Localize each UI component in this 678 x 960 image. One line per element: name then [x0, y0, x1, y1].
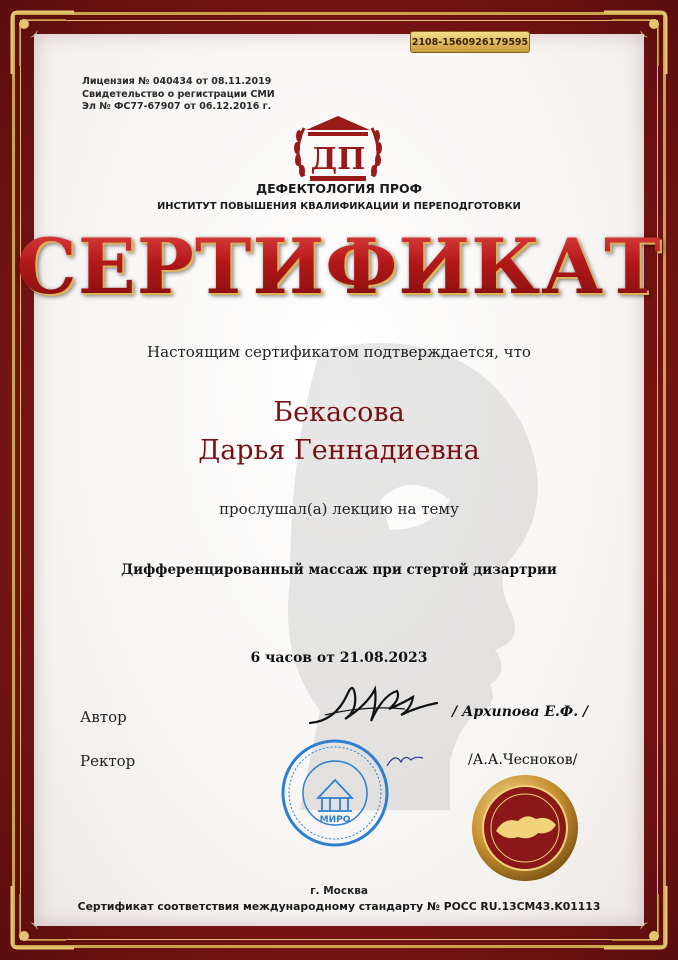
standard-certificate-footer: Сертификат соответствия международному стандарту № РОСС RU.13CM43.K01113 [77, 900, 601, 913]
registration-number-line: Эл № ФС77-67907 от 06.12.2016 г. [82, 101, 272, 112]
official-stamp-icon [280, 738, 390, 848]
rector-name: /А.А.Чесноков/ [468, 752, 578, 768]
lecture-topic: Дифференцированный массаж при стертой дизартрии [121, 562, 557, 578]
recipient-first-middle-name: Дарья Геннадиевна [198, 435, 480, 466]
organization-subtitle: ИНСТИТУТ ПОВЫШЕНИЯ КВАЛИФИКАЦИИ И ПЕРЕПОДГОТОВКИ [157, 201, 521, 212]
certificate-title: СЕРТИФИКАТ [0, 222, 678, 312]
registration-line: Свидетельство о регистрации СМИ [82, 88, 275, 100]
hours-and-date: 6 часов от 21.08.2023 [250, 650, 428, 666]
author-name: / Архипова Е.Ф. / [452, 704, 589, 720]
rector-signature-icon [385, 748, 425, 772]
serial-number-badge: 2108-1560926179595 [410, 31, 530, 53]
institute-logo-icon [290, 112, 386, 186]
confirmation-text: Настоящим сертификатом подтверждается, что [147, 343, 531, 361]
recipient-last-name: Бекасова [273, 397, 405, 428]
stamp-text: МИРО [319, 815, 351, 825]
license-info [82, 76, 322, 114]
city: г. Москва [310, 885, 368, 897]
rector-label: Ректор [80, 752, 136, 770]
license-line: Лицензия № 040434 от 08.11.2019 [82, 76, 272, 87]
lecture-text: прослушал(а) лекцию на тему [219, 500, 459, 518]
organization-name: ДЕФЕКТОЛОГИЯ ПРОФ [255, 181, 423, 196]
logo-letters: ДП [310, 142, 366, 177]
author-signature-icon [305, 675, 445, 735]
author-label: Автор [80, 708, 127, 726]
quality-medal-icon [470, 773, 580, 883]
